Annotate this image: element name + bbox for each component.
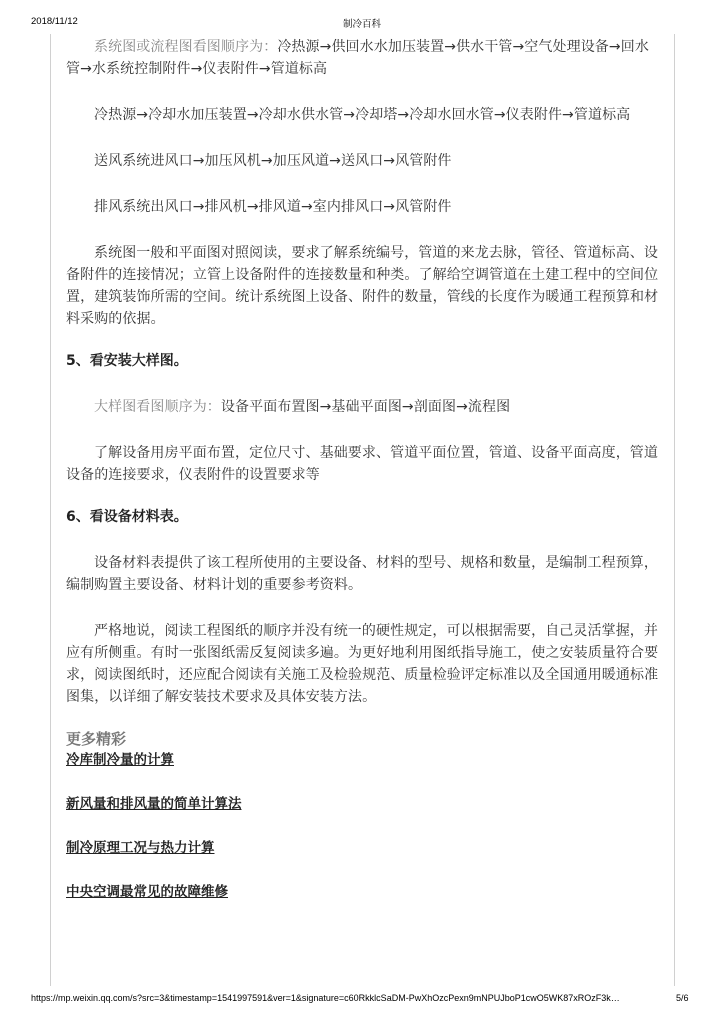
more-link-ac-repair[interactable]: 中央空调最常见的故障维修 xyxy=(66,884,228,900)
print-url: https://mp.weixin.qq.com/s?src=3&timestamp=1541997591&ver=1&signature=c60RkklcSaDM-PwXhOzcPexn9mNPUJboP1cwO5WK87xROzF3k… xyxy=(31,993,620,1003)
paragraph-equipment-room: 了解设备用房平面布置，定位尺寸、基础要求、管道平面位置，管道、设备平面高度，管道设备的连接要求，仪表附件的设置要求等 xyxy=(66,445,658,483)
more-link-fresh-air[interactable]: 新风量和排风量的简单计算法 xyxy=(66,796,242,812)
page-number: 5/6 xyxy=(676,993,689,1003)
paragraph-prefix: 大样图看图顺序为： xyxy=(94,399,221,415)
more-link-refrigeration-principle[interactable]: 制冷原理工况与热力计算 xyxy=(66,840,215,856)
paragraph-text: 设备平面布置图→基础平面图→剖面图→流程图 xyxy=(220,399,511,415)
section-heading-5: 5、看安装大样图。 xyxy=(66,353,188,369)
print-date: 2018/11/12 xyxy=(31,16,78,27)
paragraph-system-diagram-order xyxy=(66,36,660,80)
print-header xyxy=(0,16,724,30)
paragraph-supply-air: 送风系统进风口→加压风机→加压风道→送风口→风管附件 xyxy=(94,153,452,169)
more-link-cold-storage[interactable]: 冷库制冷量的计算 xyxy=(66,752,174,768)
paragraph-text: 冷热源→供回水水加压装置→供水干管→空气处理设备→回水管→水系统控制附件→仪表附件→管道标高 xyxy=(66,39,649,77)
article-body xyxy=(66,36,660,902)
paragraph-detail-order xyxy=(66,396,660,418)
paragraph-material-table: 设备材料表提供了该工程所使用的主要设备、材料的型号、规格和数量，是编制工程预算，编制购置主要设备、材料计划的重要参考资料。 xyxy=(66,555,658,593)
paragraph-system-reading: 系统图一般和平面图对照阅读，要求了解系统编号，管道的来龙去脉，管径、管道标高、设备附件的连接情况；立管上设备附件的连接数量和种类。了解给空调管道在土建工程中的空间位置，建筑装饰所需的空间。统计系统图上设备、附件的数量，管线的长度作为暖通工程预算和材料采购的依据。 xyxy=(66,245,659,327)
paragraph-reading-advice: 严格地说，阅读工程图纸的顺序并没有统一的硬性规定，可以根据需要，自己灵活掌握，并应有所侧重。有时一张图纸需反复阅读多遍。为更好地利用图纸指导施工，使之安装质量符合要求，阅读图纸时，还应配合阅读有关施工及检验规范、质量检验评定标准以及全国通用暖通标准图集，以详细了解安装技术要求及具体安装方法。 xyxy=(66,623,659,705)
section-heading-6: 6、看设备材料表。 xyxy=(66,509,188,525)
paragraph-exhaust-air: 排风系统出风口→排风机→排风道→室内排风口→风管附件 xyxy=(94,199,452,215)
paragraph-cooling-water: 冷热源→冷却水加压装置→冷却水供水管→冷却塔→冷却水回水管→仪表附件→管道标高 xyxy=(94,107,631,123)
print-title: 制冷百科 xyxy=(342,19,381,30)
more-section-title: 更多精彩 xyxy=(66,730,127,748)
paragraph-prefix: 系统图或流程图看图顺序为： xyxy=(94,39,278,55)
print-footer xyxy=(0,993,724,1007)
